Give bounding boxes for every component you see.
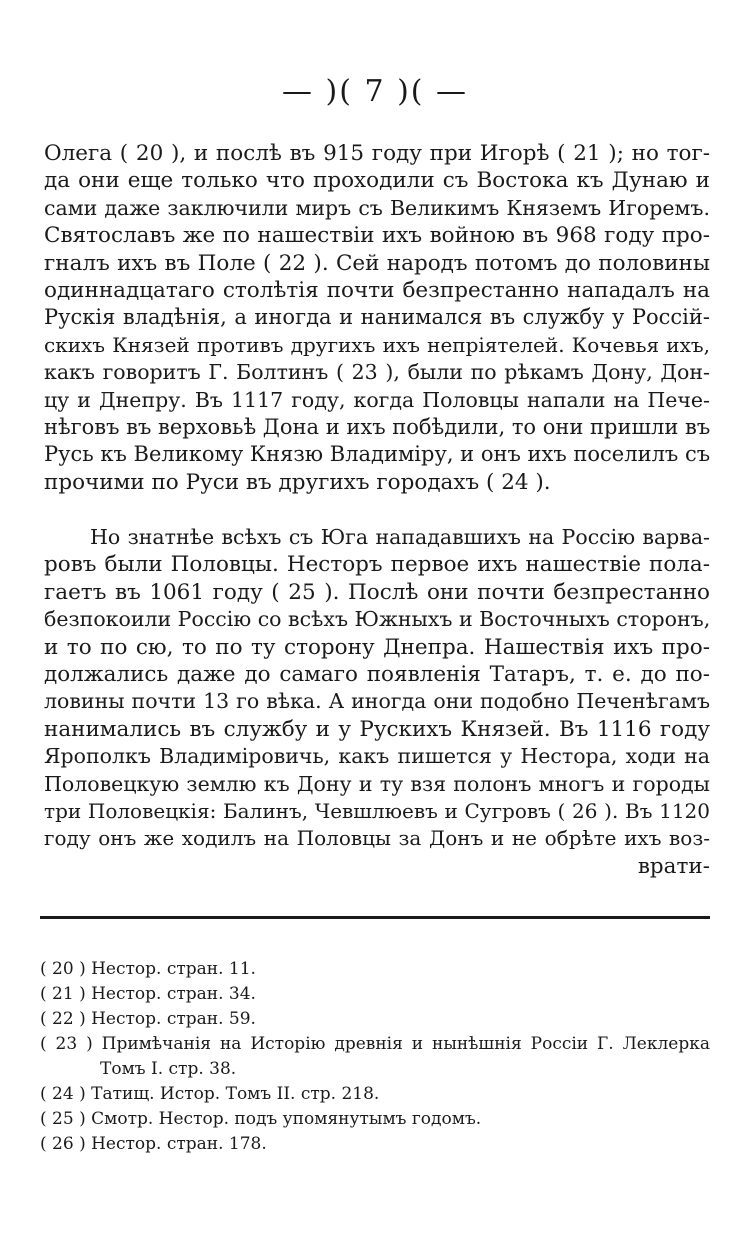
text-line: три Половецкія: Балинъ, Чевшлюевъ и Сугровъ ( 26 ). Въ 1120 [44,798,710,823]
paragraph-2 [44,524,710,880]
text-line: гаетъ въ 1061 году ( 25 ). Послѣ они почти безпрестанно [44,579,710,605]
footnote-24: ( 24 ) Татищ. Истор. Томъ II. стр. 218. [40,1084,380,1104]
text-line: нѣговъ въ верховьѣ Дона и ихъ побѣдили, то они пришли въ [44,414,711,439]
text-line: Рускія владѣнія, а иногда и нанимался въ службу у Россій- [44,305,710,330]
text-line: одиннадцатаго столѣтія почти безпрестанно нападалъ на [44,277,710,303]
footnote-26: ( 26 ) Нестор. стран. 178. [40,1134,267,1154]
text-line: гналъ ихъ въ Поле ( 22 ). Сей народъ потомъ до половины [44,250,710,276]
catchword: врати- [637,853,710,879]
footnotes [40,957,710,1157]
text-line: году онъ же ходилъ на Половцы за Донъ и не обрѣте ихъ воз- [44,826,710,851]
text-line: Половецкую землю къ Дону и ту взя полонъ многъ и городы [44,771,710,796]
text-line: Русь къ Великому Князю Владиміру, и онъ ихъ поселилъ съ [44,442,711,467]
text-line: цу и Днепру. Въ 1117 году, когда Половцы напали на Пече- [44,387,710,412]
text-line: да они еще только что проходили съ Востока къ Дунаю и [44,168,710,194]
paragraph-1 [44,140,710,496]
text-line: какъ говоритъ Г. Болтинъ ( 23 ), были по рѣкамъ Дону, Дон- [44,360,710,385]
footnote-23: ( 23 ) Примѣчанія на Исторію древнія и нынѣшнія Россіи Г. Леклерка [40,1034,710,1054]
text-line: Ярополкъ Владиміровичь, какъ пишется у Нестора, ходи на [44,744,710,769]
text-line: Но знатнѣе всѣхъ съ Юга нападавшихъ на Россію варва- [90,525,710,549]
footnote-22: ( 22 ) Нестор. стран. 59. [40,1009,256,1029]
text-line: ловины почти 13 го вѣка. А иногда они подобно Печенѣгамъ [44,689,710,714]
footnote-20: ( 20 ) Нестор. стран. 11. [40,959,256,979]
text-line: нанимались въ службу и у Рускихъ Князей. Въ 1116 году [44,716,710,742]
text-line: скихъ Князей противъ другихъ ихъ непріятелей. Кочевья ихъ, [44,332,710,357]
text-line: Олега ( 20 ), и послѣ въ 915 году при Игорѣ ( 21 ); но тог- [44,141,710,166]
text-line: ровъ были Половцы. Несторъ первое ихъ нашествіе пола- [44,552,710,578]
text-line: прочими по Руси въ другихъ городахъ ( 24 ). [44,469,551,495]
text-line: и то по сю, то по ту сторону Днепра. Нашествія ихъ про- [44,634,710,660]
footnote-21: ( 21 ) Нестор. стран. 34. [40,984,256,1004]
text-line: сами даже заключили миръ съ Великимъ Княземъ Игоремъ. [44,195,710,220]
footnote-divider [40,916,710,919]
text-line: Святославъ же по нашествіи ихъ войною въ 968 году про- [44,223,710,249]
footnote-23-continuation: Томъ I. стр. 38. [100,1059,237,1079]
footnote-25: ( 25 ) Смотр. Нестор. подъ упомянутымъ годомъ. [40,1109,482,1129]
text-line: должались даже до самаго появленія Татаръ, т. е. до по- [44,661,710,687]
text-line: безпокоили Россію со всѣхъ Южныхъ и Восточныхъ сторонъ, [44,607,711,632]
page-number-header: — )( 7 )( — [281,74,469,109]
